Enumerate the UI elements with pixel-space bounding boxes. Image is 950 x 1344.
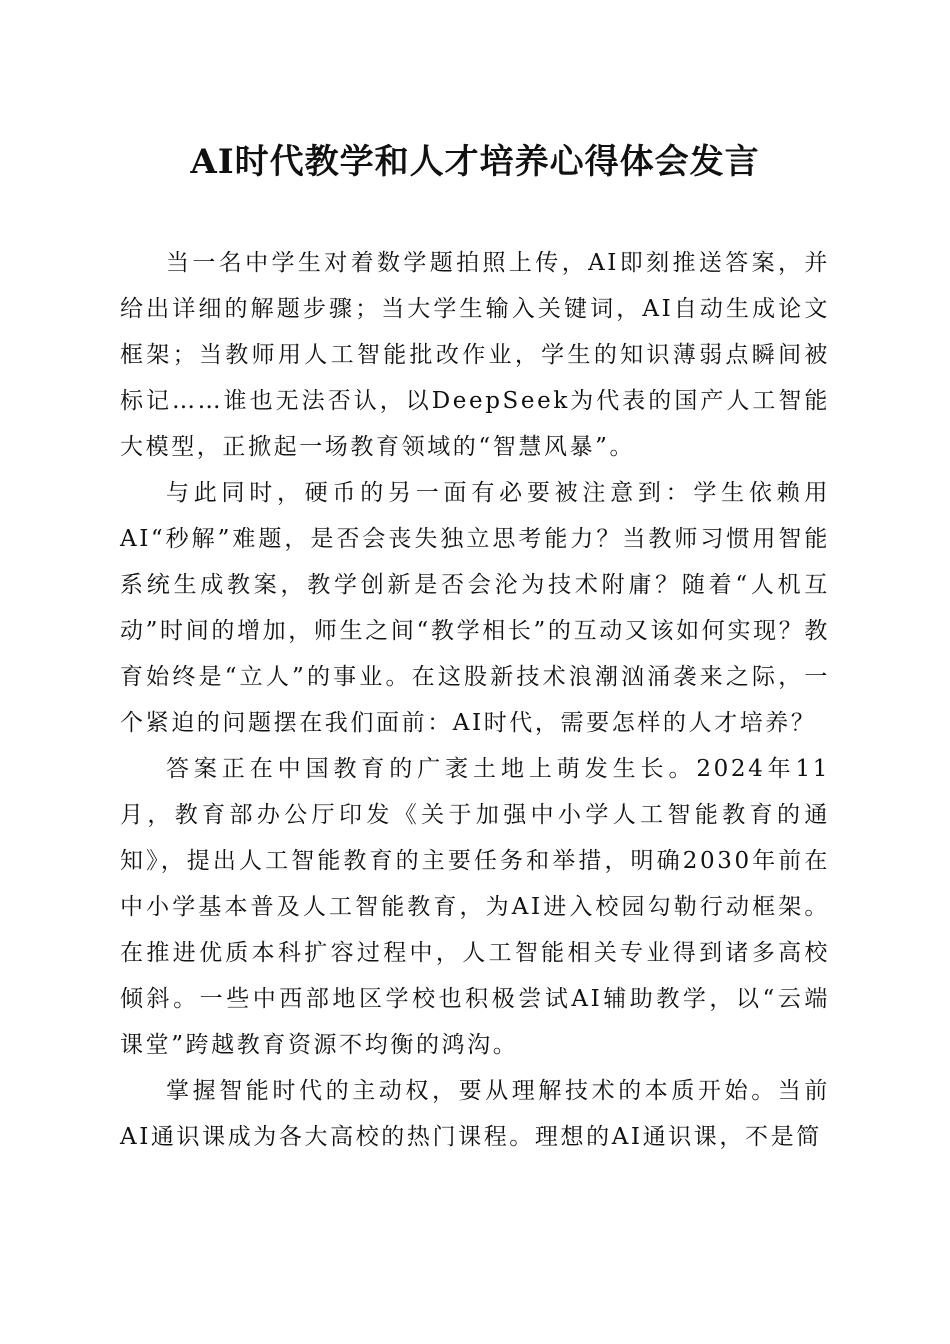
paragraph-4: 掌握智能时代的主动权，要从理解技术的本质开始。当前AI通识课成为各大高校的热门课程。理想的AI通识课，不是简: [120, 1078, 830, 1150]
paragraph-2: 与此同时，硬币的另一面有必要被注意到：学生依赖用AI“秒解”难题，是否会丧失独立思考能力？当教师习惯用智能系统生成教案，教学创新是否会沦为技术附庸？随着“人机互动”时间的增加，师生之间“教学相长”的互动又该如何实现？教育始终是“立人”的事业。在这股新技术浪潮汹涌袭来之际，一个紧迫的问题摆在我们面前：AI时代，需要怎样的人才培养？: [120, 480, 830, 736]
paragraph-1: 当一名中学生对着数学题拍照上传，AI即刻推送答案，并给出详细的解题步骤；当大学生输入关键词，AI自动生成论文框架；当教师用人工智能批改作业，学生的知识薄弱点瞬间被标记……谁也无法否认，以DeepSeek为代表的国产人工智能大模型，正掀起一场教育领域的“智慧风暴”。: [120, 250, 830, 460]
paragraph-3: 答案正在中国教育的广袤土地上萌发生长。2024年11月，教育部办公厅印发《关于加强中小学人工智能教育的通知》，提出人工智能教育的主要任务和举措，明确2030年前在中小学基本普及人工智能教育，为AI进入校园勾勒行动框架。在推进优质本科扩容过程中，人工智能相关专业得到诸多高校倾斜。一些中西部地区学校也积极尝试AI辅助教学，以“云端课堂”跨越教育资源不均衡的鸿沟。: [120, 756, 830, 1058]
document-title: AI时代教学和人才培养心得体会发言: [190, 142, 760, 182]
document-body: [120, 240, 830, 1160]
